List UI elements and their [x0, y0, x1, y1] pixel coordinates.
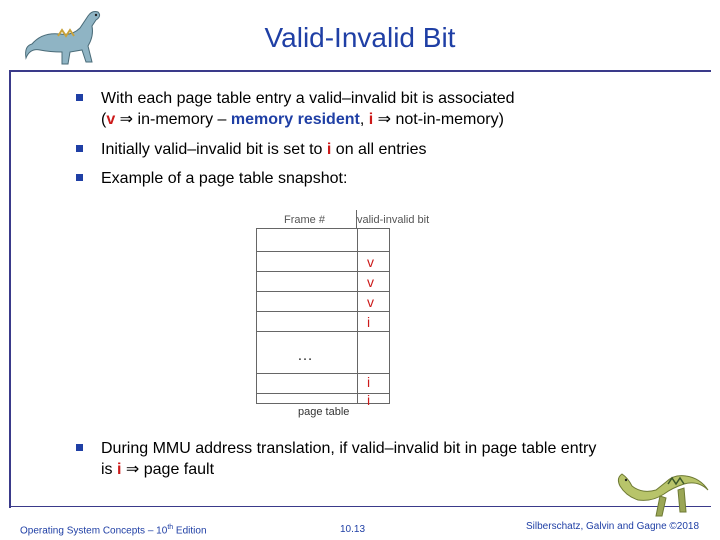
bullet-text-part: ,	[359, 111, 369, 128]
footer-copyright: Silberschatz, Galvin and Gagne ©2018	[526, 521, 700, 532]
bullet-text-part: is	[101, 461, 117, 478]
bottom-rule	[9, 506, 711, 507]
table-row-line	[257, 331, 389, 332]
table-row-line	[257, 291, 389, 292]
bullet-text-part: ⇒ page fault	[121, 461, 215, 478]
dinosaur-footer-icon	[612, 460, 712, 522]
footer-text: Operating System Concepts – 10	[20, 525, 168, 537]
slide-title: Valid-Invalid Bit	[264, 22, 456, 53]
bit-value: i	[367, 392, 371, 408]
bullet-text	[101, 139, 681, 160]
bit-value: v	[367, 294, 374, 310]
table-row-line	[257, 311, 389, 312]
top-rule	[9, 70, 711, 72]
invalid-letter: i	[117, 461, 122, 478]
footer-course-title	[20, 524, 207, 536]
bullet-text	[101, 88, 681, 130]
footer-superscript: th	[167, 524, 174, 531]
bullet-text-part: ⇒ in-memory –	[115, 111, 231, 128]
bullet-text-part: (	[101, 111, 107, 128]
bit-value: i	[367, 374, 371, 390]
bit-value: v	[367, 274, 374, 290]
footer-text: Edition	[173, 525, 207, 537]
memory-resident-term: memory resident	[230, 111, 360, 128]
ellipsis: …	[297, 347, 315, 364]
page-table-caption: page table	[298, 406, 350, 418]
invalid-letter: i	[368, 111, 374, 128]
bit-value: v	[367, 254, 374, 270]
bullet-square-icon	[76, 444, 83, 451]
column-divider	[357, 229, 358, 403]
frame-column-header: Frame #	[284, 214, 325, 226]
left-rule	[9, 72, 11, 508]
page-table-grid	[256, 228, 390, 408]
bullet-text: Example of a page table snapshot:	[101, 170, 348, 187]
bullet-text-part: ⇒ not-in-memory)	[373, 111, 504, 128]
bullet-text-part: During MMU address translation, if valid–invalid bit in page table entry	[101, 440, 597, 457]
table-row-line	[257, 251, 389, 252]
page-table-diagram	[256, 210, 456, 422]
bullet-square-icon	[76, 94, 83, 101]
bit-value: i	[367, 314, 371, 330]
bullet-square-icon	[76, 145, 83, 152]
bullet-text-part: on all entries	[331, 141, 427, 158]
table-row-line	[257, 271, 389, 272]
footer-page-number: 10.13	[340, 524, 366, 535]
valid-letter: v	[106, 111, 116, 128]
bullet-text	[101, 438, 681, 480]
bullet-text-part: Initially valid–invalid bit is set to	[101, 141, 327, 158]
bullet-square-icon	[76, 174, 83, 181]
invalid-letter: i	[326, 141, 332, 158]
bit-column-header: valid-invalid bit	[357, 214, 430, 226]
bullet-text-part: With each page table entry a valid–invalid bit is associated	[101, 90, 515, 107]
